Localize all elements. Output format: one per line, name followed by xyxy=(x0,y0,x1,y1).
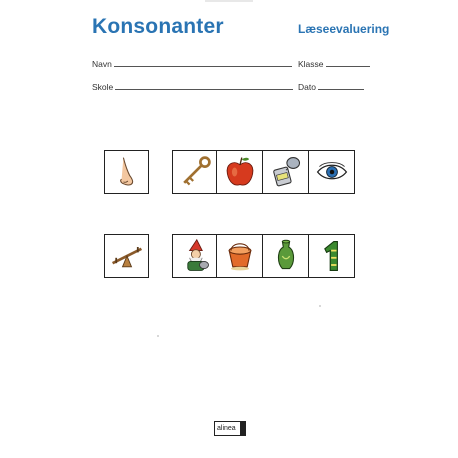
row1-options xyxy=(172,150,355,194)
option-cell[interactable] xyxy=(172,234,217,278)
option-cell[interactable] xyxy=(172,150,217,194)
option-cell[interactable] xyxy=(263,150,309,194)
name-field[interactable] xyxy=(92,59,292,69)
nose-icon xyxy=(109,154,145,190)
option-cell[interactable] xyxy=(217,234,263,278)
class-label: Klasse xyxy=(298,59,324,69)
row2-example xyxy=(104,234,149,278)
logo-bar xyxy=(240,422,245,435)
apple-icon xyxy=(222,154,258,190)
vase-icon xyxy=(268,238,304,274)
top-edge-mark xyxy=(205,0,253,2)
name-label: Navn xyxy=(92,59,112,69)
date-label: Dato xyxy=(298,82,316,92)
gnome-icon xyxy=(177,238,213,274)
option-cell[interactable] xyxy=(309,150,355,194)
pail-icon xyxy=(222,238,258,274)
publisher-logo xyxy=(214,421,246,436)
option-cell[interactable] xyxy=(263,234,309,278)
decorative-dot xyxy=(319,305,321,307)
school-line[interactable] xyxy=(115,88,293,90)
date-field[interactable] xyxy=(298,82,364,92)
example-cell xyxy=(104,234,149,278)
class-line[interactable] xyxy=(326,65,370,67)
seesaw-icon xyxy=(109,238,145,274)
number-one-icon xyxy=(314,238,350,274)
class-field[interactable] xyxy=(298,59,370,69)
row1-example xyxy=(104,150,149,194)
key-icon xyxy=(177,154,213,190)
school-field[interactable] xyxy=(92,82,293,92)
page-subtitle: Læseevaluering xyxy=(298,22,390,36)
date-line[interactable] xyxy=(318,88,364,90)
name-line[interactable] xyxy=(114,65,292,67)
eye-icon xyxy=(314,154,350,190)
school-label: Skole xyxy=(92,82,114,92)
row2-options xyxy=(172,234,355,278)
logo-text: alinea xyxy=(217,425,236,432)
decorative-dot xyxy=(157,335,159,337)
tin-can-icon xyxy=(268,154,304,190)
option-cell[interactable] xyxy=(309,234,355,278)
example-cell xyxy=(104,150,149,194)
page-title: Konsonanter xyxy=(92,15,224,38)
option-cell[interactable] xyxy=(217,150,263,194)
